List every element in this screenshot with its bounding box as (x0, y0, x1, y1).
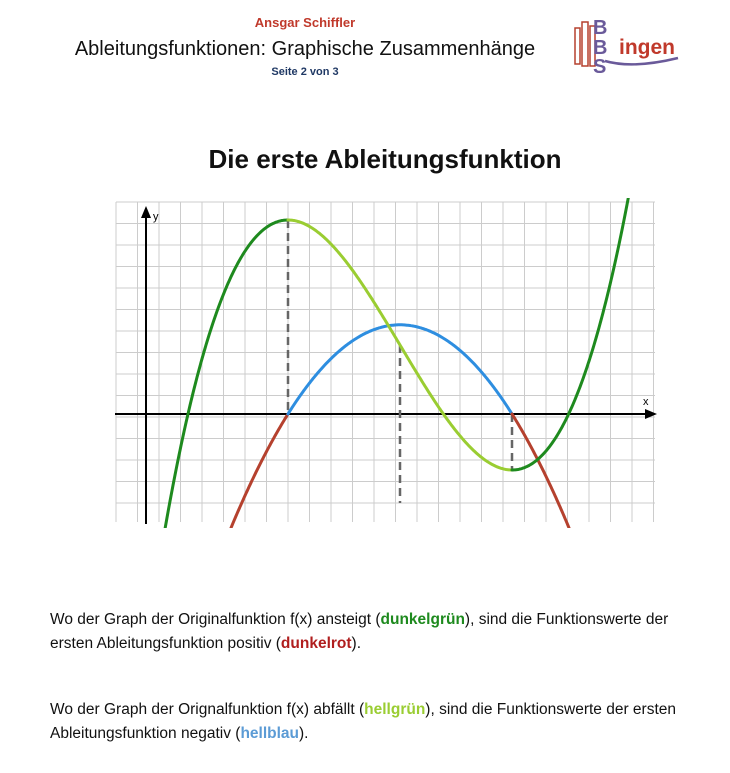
function-rising-right (512, 198, 629, 470)
logo-letter-b2: B (593, 37, 608, 59)
logo-letter-b1: B (593, 17, 608, 39)
p2-text-3: ). (299, 724, 309, 742)
logo-building-icon (575, 22, 595, 66)
p1-text-2: ), sind die Funktionswerte der ersten Ableitungsfunktion positiv ( (50, 610, 669, 652)
p1-color-dunkelgruen: dunkelgrün (380, 610, 465, 628)
p2-color-hellgruen: hellgrün (364, 700, 426, 718)
paragraph-rising (50, 608, 710, 656)
p1-text-1: Wo der Graph der Originalfunktion f(x) ansteigt ( (50, 610, 381, 628)
bbs-bingen-logo (573, 14, 683, 74)
grid (116, 202, 655, 522)
paragraph-falling (50, 698, 710, 746)
p2-color-hellblau: hellblau (240, 724, 300, 742)
x-axis-label: x (643, 396, 649, 408)
dashed-guides (288, 220, 512, 503)
y-axis-arrow (141, 206, 151, 218)
function-falling (288, 220, 512, 470)
derivative-positive-left (190, 414, 288, 528)
author-name: Ansgar Schiffler (254, 15, 356, 30)
main-heading: Die erste Ableitungsfunktion (208, 144, 562, 174)
curves (165, 198, 629, 528)
document-title: Ableitungsfunktionen: Graphische Zusammenhänge (74, 38, 536, 60)
p1-color-dunkelrot: dunkelrot (280, 634, 352, 652)
p2-text-1: Wo der Graph der Orignalfunktion f(x) abfällt ( (50, 700, 365, 718)
y-axis-label: y (153, 211, 159, 223)
page-number: Seite 2 von 3 (271, 66, 339, 78)
logo-word-ingen: ingen (619, 36, 675, 59)
derivative-graph (110, 198, 660, 528)
p2-text-2: ), sind die Funktionswerte der ersten Ableitungsfunktion negativ ( (50, 700, 676, 742)
logo-letter-s: S (593, 56, 607, 74)
p1-text-3: ). (351, 634, 362, 652)
